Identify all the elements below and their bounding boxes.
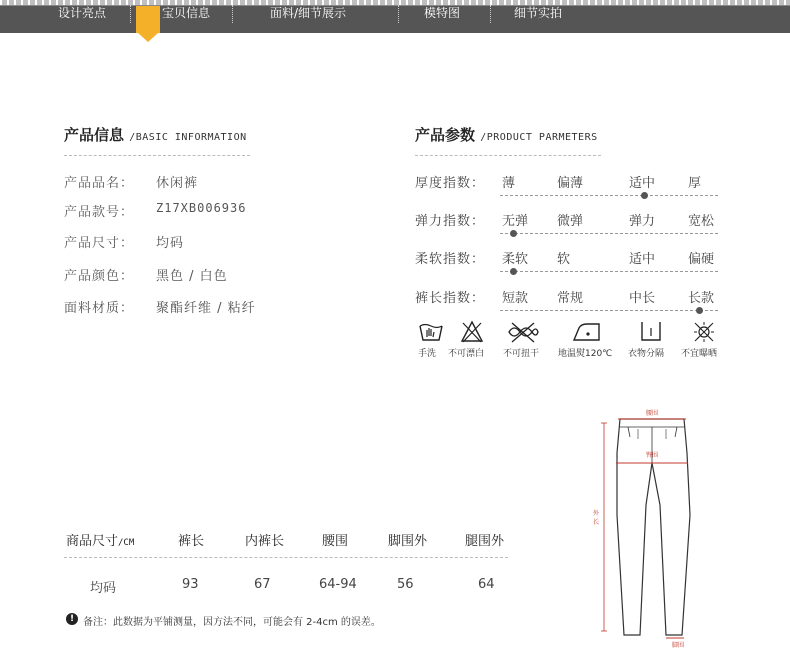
care-label-no-sun: 不宜曝晒 [681, 349, 718, 359]
nav-separator [232, 5, 233, 23]
scale-option: 适中 [629, 176, 656, 191]
scale-option: 弹力 [629, 214, 656, 229]
separate-wash-icon [638, 320, 664, 344]
info-value-name: 休闲裤 [156, 176, 199, 191]
size-table-cell-thigh: 64 [478, 577, 495, 592]
size-table-cell-length: 93 [182, 577, 199, 592]
scale-label-2: 柔软指数： [415, 252, 486, 267]
basic-info-title-en: /BASIC INFORMATION [129, 132, 247, 143]
scale-indicator [696, 307, 703, 314]
info-value-style-no: Z17XB006936 [156, 201, 247, 215]
care-label-no-wring: 不可扭干 [503, 349, 540, 359]
basic-info-title-cn: 产品信息 [64, 126, 125, 144]
size-table-divider [64, 557, 508, 558]
size-table-header-hem: 脚围外 [388, 534, 428, 549]
care-label-hand-wash: 手洗 [418, 349, 437, 359]
no-wring-icon [506, 320, 540, 344]
care-label-low-iron: 地温熨120℃ [558, 349, 613, 359]
hem-label: 脚围 [672, 642, 685, 649]
params-divider [415, 155, 601, 156]
scale-option: 常规 [557, 291, 584, 306]
size-table-cell-waist: 64-94 [319, 577, 357, 592]
size-table-header-size-label: 商品尺寸 [66, 534, 119, 549]
basic-info-title [64, 124, 247, 145]
top-nav [0, 6, 790, 33]
scale-option: 适中 [629, 252, 656, 267]
scale-option: 长款 [688, 291, 715, 306]
nav-separator [130, 5, 131, 23]
info-value-size: 均码 [156, 236, 185, 251]
scale-track [500, 310, 718, 311]
scale-option: 中长 [629, 291, 656, 306]
scale-option: 偏薄 [557, 176, 584, 191]
scale-track [500, 233, 718, 234]
scale-label-1: 弹力指数： [415, 214, 486, 229]
warning-icon: ! [66, 613, 78, 625]
params-title-en: /PRODUCT PARMETERS [480, 132, 598, 143]
nav-tab-item-info[interactable]: 宝贝信息 [162, 6, 211, 20]
scale-option: 软 [557, 252, 571, 267]
nav-tab-detail-photos[interactable]: 细节实拍 [514, 6, 563, 20]
length-label: 外长 [593, 510, 600, 526]
nav-separator [398, 5, 399, 23]
scale-option: 厚 [688, 176, 702, 191]
params-title-cn: 产品参数 [415, 126, 476, 144]
size-table-header-inseam: 内裤长 [245, 534, 285, 549]
scale-label-0: 厚度指数： [415, 176, 486, 191]
care-label-separate: 衣物分隔 [628, 349, 665, 359]
size-table-cell-inseam: 67 [254, 577, 271, 592]
info-value-color: 黑色 / 白色 [156, 269, 228, 284]
scale-option: 偏硬 [688, 252, 715, 267]
size-table-cell-hem: 56 [397, 577, 414, 592]
nav-active-highlight [136, 6, 160, 33]
info-label-material: 面料材质： [64, 301, 135, 316]
nav-separator [490, 5, 491, 23]
low-iron-icon [571, 320, 603, 344]
params-title [415, 124, 598, 145]
scale-track [500, 195, 718, 196]
care-label-no-bleach: 不可漂白 [448, 349, 485, 359]
scale-option: 宽松 [688, 214, 715, 229]
hip-label: 臀围 [646, 452, 659, 459]
nav-tab-fabric-details[interactable]: 面料/细节展示 [270, 6, 347, 20]
info-label-size: 产品尺寸： [64, 236, 135, 251]
scale-option: 柔软 [502, 252, 529, 267]
no-sun-dry-icon [691, 320, 717, 344]
size-table-unit: /CM [118, 538, 135, 548]
scale-indicator [641, 192, 648, 199]
info-label-color: 产品颜色： [64, 269, 135, 284]
info-value-material: 聚酯纤维 / 粘纤 [156, 301, 256, 316]
nav-tab-model[interactable]: 模特图 [424, 6, 461, 20]
scale-option: 微弹 [557, 214, 584, 229]
scale-indicator [510, 268, 517, 275]
size-table-header-thigh: 腿围外 [465, 534, 505, 549]
no-bleach-icon [459, 320, 485, 344]
pants-measurement-diagram [590, 405, 705, 650]
scale-label-3: 裤长指数： [415, 291, 486, 306]
basic-info-divider [64, 155, 250, 156]
info-label-style-no: 产品款号： [64, 205, 135, 220]
size-table-header-size [66, 530, 134, 549]
hand-wash-icon [418, 320, 444, 344]
nav-active-arrow [138, 33, 158, 42]
scale-track [500, 271, 718, 272]
nav-tab-highlights[interactable]: 设计亮点 [58, 6, 107, 20]
scale-option: 短款 [502, 291, 529, 306]
size-note: 备注：此数据为平铺测量，因方法不同，可能会有 2-4cm 的误差。 [83, 617, 381, 628]
scale-option: 无弹 [502, 214, 529, 229]
scale-indicator [510, 230, 517, 237]
waist-label: 腰围 [646, 410, 659, 417]
size-table-header-length: 裤长 [178, 534, 205, 549]
scale-option: 薄 [502, 176, 516, 191]
size-table-cell-size: 均码 [90, 581, 117, 596]
size-table-header-waist: 腰围 [322, 534, 349, 549]
info-label-name: 产品品名： [64, 176, 135, 191]
